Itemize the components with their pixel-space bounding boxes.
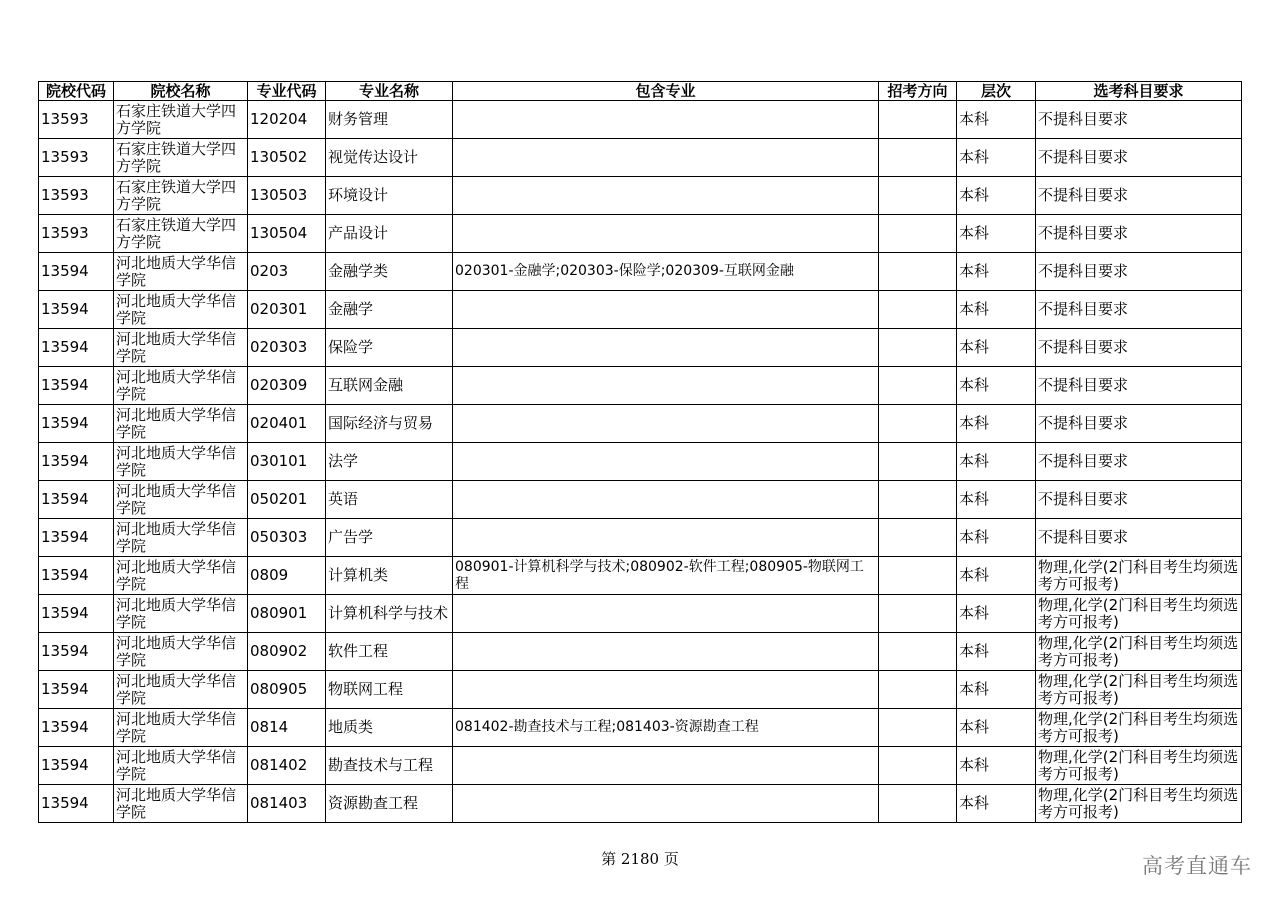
cell-subject-requirement: 不提科目要求 — [1036, 405, 1242, 443]
cell-subject-requirement: 不提科目要求 — [1036, 443, 1242, 481]
cell-level: 本科 — [957, 595, 1036, 633]
cell-subject-requirement: 不提科目要求 — [1036, 215, 1242, 253]
header-level: 层次 — [957, 82, 1036, 101]
cell-school-code: 13594 — [39, 329, 114, 367]
cell-direction — [879, 367, 957, 405]
cell-level: 本科 — [957, 291, 1036, 329]
cell-direction — [879, 443, 957, 481]
cell-school-name: 河北地质大学华信学院 — [114, 329, 248, 367]
cell-direction — [879, 557, 957, 595]
cell-direction — [879, 253, 957, 291]
cell-major-code: 130503 — [248, 177, 326, 215]
cell-direction — [879, 215, 957, 253]
cell-included-majors — [453, 405, 879, 443]
cell-major-name: 软件工程 — [326, 633, 453, 671]
cell-subject-requirement: 物理,化学(2门科目考生均须选考方可报考) — [1036, 785, 1242, 823]
table-row — [39, 595, 1242, 633]
cell-school-name: 石家庄铁道大学四方学院 — [114, 215, 248, 253]
cell-level: 本科 — [957, 101, 1036, 139]
cell-school-code: 13594 — [39, 785, 114, 823]
table-body — [39, 101, 1242, 823]
cell-direction — [879, 633, 957, 671]
cell-level: 本科 — [957, 519, 1036, 557]
cell-school-name: 河北地质大学华信学院 — [114, 671, 248, 709]
table-row — [39, 215, 1242, 253]
cell-direction — [879, 595, 957, 633]
cell-included-majors — [453, 215, 879, 253]
watermark-text: 高考直通车 — [1142, 854, 1252, 878]
cell-major-code: 020301 — [248, 291, 326, 329]
cell-school-name: 河北地质大学华信学院 — [114, 557, 248, 595]
cell-level: 本科 — [957, 329, 1036, 367]
cell-included-majors — [453, 329, 879, 367]
cell-subject-requirement: 物理,化学(2门科目考生均须选考方可报考) — [1036, 709, 1242, 747]
cell-major-name: 视觉传达设计 — [326, 139, 453, 177]
cell-major-code: 0203 — [248, 253, 326, 291]
header-subject-requirement: 选考科目要求 — [1036, 82, 1242, 101]
cell-direction — [879, 177, 957, 215]
table-row — [39, 785, 1242, 823]
cell-school-code: 13593 — [39, 177, 114, 215]
cell-included-majors — [453, 139, 879, 177]
cell-direction — [879, 329, 957, 367]
cell-level: 本科 — [957, 557, 1036, 595]
table-row — [39, 443, 1242, 481]
cell-major-name: 保险学 — [326, 329, 453, 367]
table-row — [39, 177, 1242, 215]
cell-level: 本科 — [957, 253, 1036, 291]
cell-school-code: 13594 — [39, 405, 114, 443]
cell-major-code: 050201 — [248, 481, 326, 519]
header-major-name: 专业名称 — [326, 82, 453, 101]
cell-school-code: 13594 — [39, 633, 114, 671]
cell-school-code: 13593 — [39, 101, 114, 139]
cell-school-name: 石家庄铁道大学四方学院 — [114, 101, 248, 139]
cell-major-code: 081402 — [248, 747, 326, 785]
cell-school-code: 13594 — [39, 291, 114, 329]
cell-included-majors: 080901-计算机科学与技术;080902-软件工程;080905-物联网工程 — [453, 557, 879, 595]
cell-school-code: 13594 — [39, 709, 114, 747]
cell-level: 本科 — [957, 215, 1036, 253]
cell-included-majors — [453, 671, 879, 709]
cell-major-code: 030101 — [248, 443, 326, 481]
cell-subject-requirement: 物理,化学(2门科目考生均须选考方可报考) — [1036, 557, 1242, 595]
cell-level: 本科 — [957, 747, 1036, 785]
cell-included-majors — [453, 101, 879, 139]
cell-major-code: 080902 — [248, 633, 326, 671]
cell-school-code: 13594 — [39, 481, 114, 519]
cell-level: 本科 — [957, 671, 1036, 709]
cell-school-code: 13593 — [39, 139, 114, 177]
cell-major-code: 081403 — [248, 785, 326, 823]
cell-level: 本科 — [957, 443, 1036, 481]
cell-included-majors — [453, 291, 879, 329]
cell-school-name: 河北地质大学华信学院 — [114, 785, 248, 823]
cell-school-code: 13594 — [39, 747, 114, 785]
cell-school-name: 河北地质大学华信学院 — [114, 405, 248, 443]
cell-school-name: 河北地质大学华信学院 — [114, 633, 248, 671]
table-row — [39, 329, 1242, 367]
cell-direction — [879, 481, 957, 519]
table-row — [39, 747, 1242, 785]
cell-major-name: 地质类 — [326, 709, 453, 747]
cell-subject-requirement: 不提科目要求 — [1036, 101, 1242, 139]
cell-level: 本科 — [957, 633, 1036, 671]
cell-major-code: 0814 — [248, 709, 326, 747]
cell-level: 本科 — [957, 481, 1036, 519]
cell-school-code: 13594 — [39, 367, 114, 405]
cell-level: 本科 — [957, 785, 1036, 823]
cell-major-code: 130504 — [248, 215, 326, 253]
header-direction: 招考方向 — [879, 82, 957, 101]
cell-school-name: 石家庄铁道大学四方学院 — [114, 139, 248, 177]
cell-level: 本科 — [957, 177, 1036, 215]
cell-subject-requirement: 不提科目要求 — [1036, 519, 1242, 557]
table-row — [39, 519, 1242, 557]
cell-included-majors — [453, 177, 879, 215]
majors-table — [38, 81, 1242, 823]
cell-school-name: 河北地质大学华信学院 — [114, 443, 248, 481]
cell-direction — [879, 785, 957, 823]
cell-major-name: 物联网工程 — [326, 671, 453, 709]
cell-major-code: 130502 — [248, 139, 326, 177]
cell-school-name: 河北地质大学华信学院 — [114, 253, 248, 291]
table-row — [39, 405, 1242, 443]
cell-major-name: 勘查技术与工程 — [326, 747, 453, 785]
table-header-row — [39, 82, 1242, 101]
cell-subject-requirement: 不提科目要求 — [1036, 367, 1242, 405]
cell-school-code: 13593 — [39, 215, 114, 253]
header-included-majors: 包含专业 — [453, 82, 879, 101]
cell-school-code: 13594 — [39, 557, 114, 595]
cell-major-name: 法学 — [326, 443, 453, 481]
table-row — [39, 253, 1242, 291]
cell-major-code: 020309 — [248, 367, 326, 405]
cell-level: 本科 — [957, 405, 1036, 443]
cell-subject-requirement: 不提科目要求 — [1036, 291, 1242, 329]
cell-direction — [879, 101, 957, 139]
cell-major-code: 080905 — [248, 671, 326, 709]
cell-school-name: 河北地质大学华信学院 — [114, 595, 248, 633]
table-row — [39, 481, 1242, 519]
cell-included-majors — [453, 481, 879, 519]
cell-major-code: 020401 — [248, 405, 326, 443]
cell-major-name: 环境设计 — [326, 177, 453, 215]
cell-subject-requirement: 物理,化学(2门科目考生均须选考方可报考) — [1036, 595, 1242, 633]
header-major-code: 专业代码 — [248, 82, 326, 101]
cell-major-name: 计算机类 — [326, 557, 453, 595]
table-row — [39, 367, 1242, 405]
cell-direction — [879, 291, 957, 329]
cell-major-name: 资源勘查工程 — [326, 785, 453, 823]
cell-subject-requirement: 不提科目要求 — [1036, 329, 1242, 367]
header-school-code: 院校代码 — [39, 82, 114, 101]
cell-included-majors — [453, 785, 879, 823]
cell-subject-requirement: 不提科目要求 — [1036, 481, 1242, 519]
cell-school-name: 河北地质大学华信学院 — [114, 291, 248, 329]
cell-subject-requirement: 物理,化学(2门科目考生均须选考方可报考) — [1036, 747, 1242, 785]
cell-subject-requirement: 不提科目要求 — [1036, 253, 1242, 291]
table-row — [39, 101, 1242, 139]
cell-school-name: 河北地质大学华信学院 — [114, 367, 248, 405]
cell-direction — [879, 671, 957, 709]
table-row — [39, 633, 1242, 671]
cell-major-name: 互联网金融 — [326, 367, 453, 405]
cell-included-majors — [453, 519, 879, 557]
cell-major-name: 国际经济与贸易 — [326, 405, 453, 443]
cell-major-code: 120204 — [248, 101, 326, 139]
cell-school-code: 13594 — [39, 253, 114, 291]
cell-school-code: 13594 — [39, 443, 114, 481]
cell-subject-requirement: 物理,化学(2门科目考生均须选考方可报考) — [1036, 633, 1242, 671]
cell-level: 本科 — [957, 709, 1036, 747]
cell-subject-requirement: 物理,化学(2门科目考生均须选考方可报考) — [1036, 671, 1242, 709]
cell-included-majors: 020301-金融学;020303-保险学;020309-互联网金融 — [453, 253, 879, 291]
cell-school-code: 13594 — [39, 519, 114, 557]
cell-subject-requirement: 不提科目要求 — [1036, 139, 1242, 177]
table-row — [39, 709, 1242, 747]
cell-included-majors: 081402-勘查技术与工程;081403-资源勘查工程 — [453, 709, 879, 747]
cell-school-code: 13594 — [39, 595, 114, 633]
cell-school-name: 河北地质大学华信学院 — [114, 709, 248, 747]
cell-major-name: 计算机科学与技术 — [326, 595, 453, 633]
table-row — [39, 671, 1242, 709]
cell-school-code: 13594 — [39, 671, 114, 709]
cell-major-code: 080901 — [248, 595, 326, 633]
cell-direction — [879, 519, 957, 557]
cell-major-name: 英语 — [326, 481, 453, 519]
table-row — [39, 139, 1242, 177]
cell-major-code: 050303 — [248, 519, 326, 557]
header-school-name: 院校名称 — [114, 82, 248, 101]
cell-major-code: 0809 — [248, 557, 326, 595]
cell-included-majors — [453, 747, 879, 785]
cell-direction — [879, 139, 957, 177]
cell-major-name: 金融学 — [326, 291, 453, 329]
table-row — [39, 557, 1242, 595]
cell-school-name: 河北地质大学华信学院 — [114, 747, 248, 785]
cell-school-name: 河北地质大学华信学院 — [114, 519, 248, 557]
cell-included-majors — [453, 595, 879, 633]
cell-subject-requirement: 不提科目要求 — [1036, 177, 1242, 215]
cell-level: 本科 — [957, 367, 1036, 405]
cell-major-name: 产品设计 — [326, 215, 453, 253]
page-number: 第 2180 页 — [601, 850, 679, 868]
cell-school-name: 河北地质大学华信学院 — [114, 481, 248, 519]
cell-included-majors — [453, 443, 879, 481]
cell-major-name: 广告学 — [326, 519, 453, 557]
cell-major-name: 财务管理 — [326, 101, 453, 139]
table-row — [39, 291, 1242, 329]
cell-major-code: 020303 — [248, 329, 326, 367]
cell-school-name: 石家庄铁道大学四方学院 — [114, 177, 248, 215]
cell-direction — [879, 747, 957, 785]
cell-level: 本科 — [957, 139, 1036, 177]
cell-included-majors — [453, 633, 879, 671]
cell-major-name: 金融学类 — [326, 253, 453, 291]
cell-direction — [879, 405, 957, 443]
cell-included-majors — [453, 367, 879, 405]
cell-direction — [879, 709, 957, 747]
